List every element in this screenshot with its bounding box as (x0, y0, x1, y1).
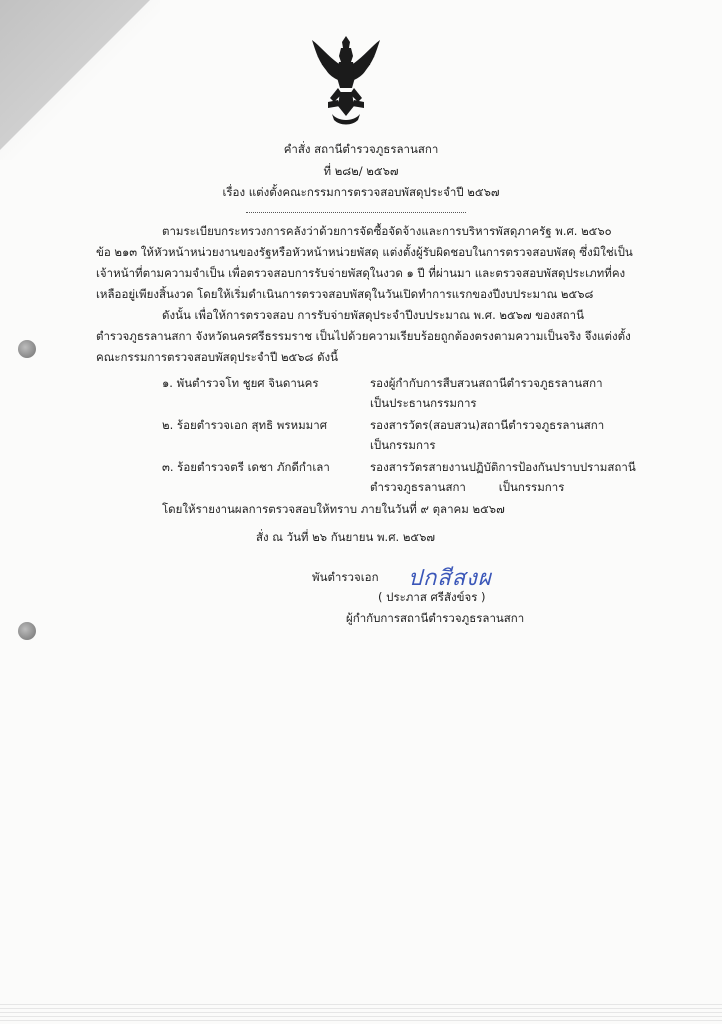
member-2-name: ๒. ร้อยตำรวจเอก สุทธิ พรหมมาศ (162, 418, 327, 432)
member-3-name: ๓. ร้อยตำรวจตรี เดชา ภักดีกำเลา (162, 460, 330, 474)
member-2-role-line2: เป็นกรรมการ (370, 438, 436, 452)
report-deadline: โดยให้รายงานผลการตรวจสอบให้ทราบ ภายในวันที่ ๙ ตุลาคม ๒๕๖๗ (162, 502, 505, 516)
separator-dotted-line (246, 212, 466, 214)
paragraph1-line4: เหลืออยู่เพียงสิ้นงวด โดยให้เริ่มดำเนินการตรวจสอบพัสดุในวันเปิดทำการแรกของปีงบประมาณ ๒๕๖๘ (96, 287, 594, 301)
order-subject: เรื่อง แต่งตั้งคณะกรรมการตรวจสอบพัสดุประจำปี ๒๕๖๗ (222, 185, 500, 199)
signer-name: ( ประภาส ศรีสังข์จร ) (378, 590, 486, 604)
member-3-role: รองสารวัตรสายงานปฏิบัติการป้องกันปราบปรามสถานี (370, 460, 636, 474)
fold-shadow (0, 0, 160, 160)
paragraph2-line2: ตำรวจภูธรลานสกา จังหวัดนครศรีธรรมราช เป็นไปด้วยความเรียบร้อยถูกต้องตรงตามความเป็นจริง จึงแต่งตั้ง (96, 329, 631, 343)
member-1-name: ๑. พันตำรวจโท ชูยศ จินดานคร (162, 376, 319, 390)
stacked-page-edges (0, 1004, 722, 1024)
order-number: ที่ ๒๘๒/ ๒๕๖๗ (323, 164, 399, 178)
order-title: คำสั่ง สถานีตำรวจภูธรลานสกา (283, 142, 439, 156)
paragraph2-line1: ดังนั้น เพื่อให้การตรวจสอบ การรับจ่ายพัสดุประจำปีงบประมาณ พ.ศ. ๒๕๖๗ ของสถานี (162, 308, 584, 322)
garuda-emblem-icon (308, 30, 384, 130)
member-1-role-line2: เป็นประธานกรรมการ (370, 396, 477, 410)
punch-hole-bottom (18, 622, 36, 640)
paragraph2-line3: คณะกรรมการตรวจสอบพัสดุประจำปี ๒๕๖๘ ดังนี้ (96, 350, 339, 364)
paragraph1-line3: เจ้าหน้าที่ตามความจำเป็น เพื่อตรวจสอบการรับจ่ายพัสดุในงวด ๑ ปี ที่ผ่านมา และตรวจสอบพัสดุประเภทที่คง (96, 266, 626, 280)
order-date: สั่ง ณ วันที่ ๒๖ กันยายน พ.ศ. ๒๕๖๗ (256, 530, 436, 544)
handwritten-signature: ปกสีสงผ (408, 566, 492, 591)
paragraph1-line2: ข้อ ๒๑๓ ให้หัวหน้าหน่วยงานของรัฐหรือหัวหน้าหน่วยพัสดุ แต่งตั้งผู้รับผิดชอบในการตรวจสอบพัสดุ ซึ่งมิใช่เป็น (96, 245, 633, 259)
member-2-role: รองสารวัตร(สอบสวน)สถานีตำรวจภูธรลานสกา (370, 418, 605, 432)
signer-rank: พันตำรวจเอก (312, 570, 379, 584)
member-1-role: รองผู้กำกับการสืบสวนสถานีตำรวจภูธรลานสกา (370, 376, 603, 390)
paragraph1-line1: ตามระเบียบกระทรวงการคลังว่าด้วยการจัดซื้อจัดจ้างและการบริหารพัสดุภาครัฐ พ.ศ. ๒๕๖๐ (162, 224, 612, 238)
punch-hole-top (18, 340, 36, 358)
member-3-role-line2: ตำรวจภูธรลานสกา เป็นกรรมการ (370, 480, 565, 494)
signer-position: ผู้กำกับการสถานีตำรวจภูธรลานสกา (346, 611, 525, 625)
